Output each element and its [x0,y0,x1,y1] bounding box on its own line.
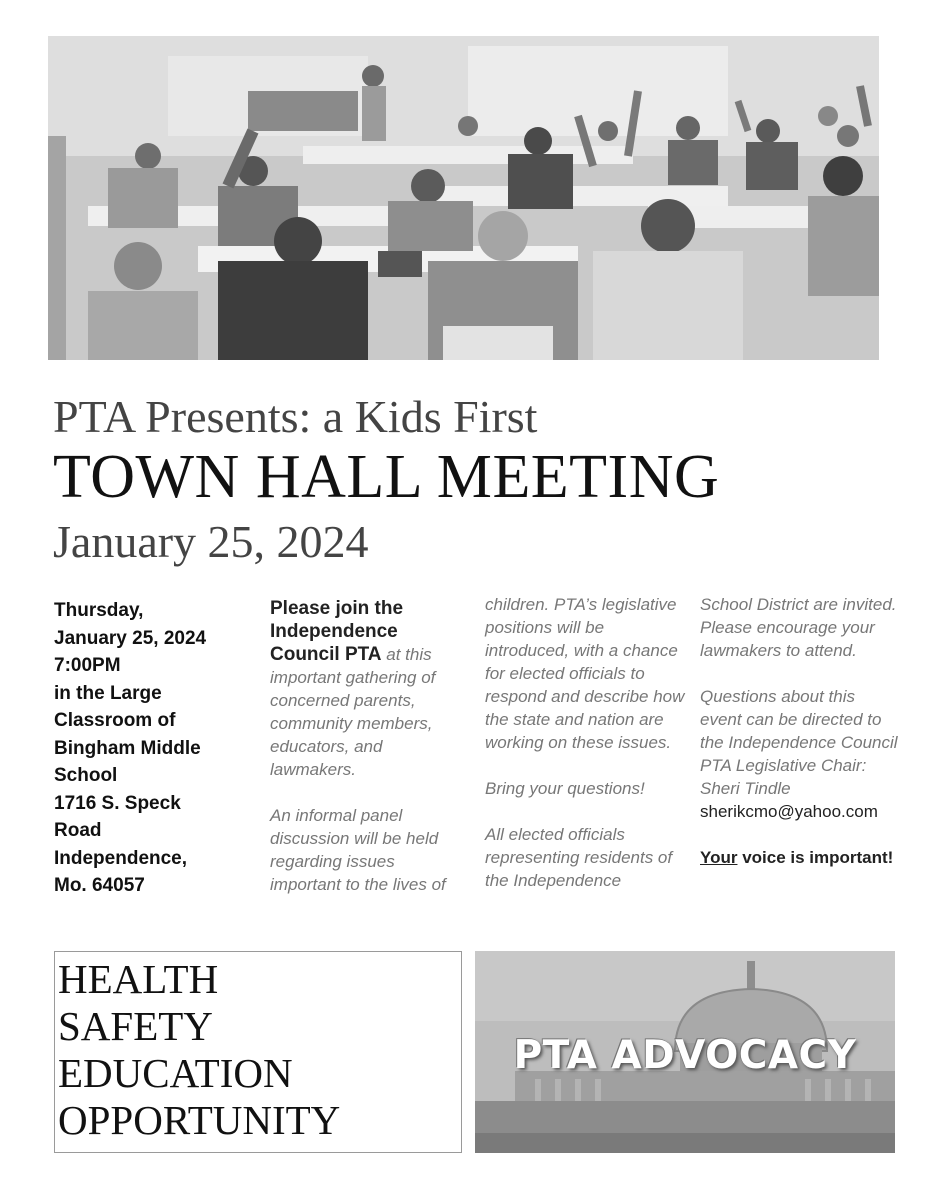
location-line: in the Large [54,682,162,704]
event-date-heading: January 25, 2024 [53,516,369,567]
contact-text [700,593,900,869]
pillars-box [54,951,462,1153]
event-details [54,597,254,900]
event-day: Thursday, [54,600,144,621]
contact-info: Questions about this event can be directed to the Independence Council PTA Legislative Chair: Sheri Tindle [700,687,898,798]
invitation-lead: Please join the Independence Council PTA [270,598,404,665]
pillar-item: HEALTH [58,956,219,1002]
voice-rest: voice is important! [737,848,894,867]
pillar-item: OPPORTUNITY [58,1097,341,1143]
pillar-item: EDUCATION [58,1050,293,1096]
panel-text [485,593,685,892]
subtitle-presents: PTA Presents: a Kids First [53,391,538,442]
officials-text-start: All elected officials representing residents of the Independence [485,825,673,890]
city-line: Independence, [54,847,188,869]
classroom-photo [48,36,879,360]
event-time: 7:00PM [54,655,121,676]
advocacy-title: PTA ADVOCACY [513,1033,857,1078]
location-line: School [54,765,118,786]
contact-email[interactable]: sherikcmo@yahoo.com [700,802,878,821]
page-title: TOWN HALL MEETING [53,443,720,511]
address-line: Road [54,820,102,841]
officials-text-end: School District are invited. Please encourage your lawmakers to attend. [700,595,897,660]
panel-description-start: An informal panel discussion will be held regarding issues important to the lives of [270,806,446,894]
location-line: Classroom of [54,710,176,731]
event-date: January 25, 2024 [54,627,207,649]
location-line: Bingham Middle [54,737,201,759]
classroom-photo-illustration [48,36,879,360]
invitation-intro: at this important gathering of concerned parents, community members, educators, and lawmakers. [270,645,436,779]
invitation-text [270,597,470,896]
pillar-item: SAFETY [58,1003,213,1049]
city-line: Mo. 64057 [54,875,145,896]
advocacy-banner [475,951,895,1153]
panel-description-end: children. PTA’s legislative positions will be introduced, with a chance for elected officials to respond and describe how the state and nation are working on these issues. [485,595,685,752]
voice-callout [700,846,900,869]
address-line: 1716 S. Speck [54,792,181,814]
voice-emphasis: Your [700,848,738,867]
questions-callout: Bring your questions! [485,779,645,798]
